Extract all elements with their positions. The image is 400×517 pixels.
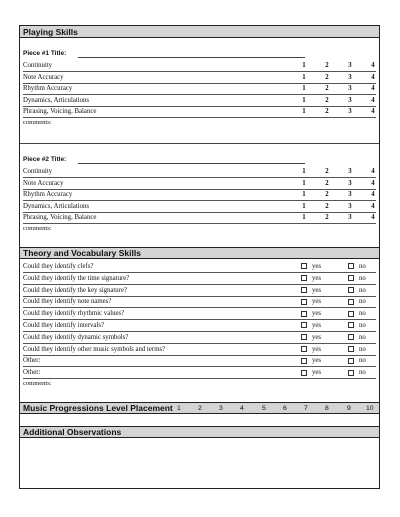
no-checkbox[interactable]	[348, 311, 354, 317]
rating-option[interactable]: 1	[302, 202, 306, 210]
yes-label: yes	[312, 345, 322, 353]
comments-label: comments:	[23, 118, 52, 126]
theory-question-row	[23, 333, 376, 344]
no-checkbox[interactable]	[348, 263, 354, 269]
no-checkbox[interactable]	[348, 322, 354, 328]
no-option[interactable]	[348, 346, 366, 353]
rating-option[interactable]: 3	[348, 96, 352, 104]
rating-option[interactable]: 2	[325, 108, 329, 115]
level-option[interactable]: 7	[304, 404, 308, 412]
no-checkbox[interactable]	[348, 358, 354, 364]
rating-option[interactable]: 3	[348, 73, 352, 81]
criterion-label: Rhythm Accuracy	[23, 85, 73, 92]
piece-title-label: Piece #2 Title:	[23, 156, 67, 163]
no-label: no	[359, 310, 366, 318]
criterion-row	[23, 167, 376, 178]
rating-option[interactable]: 4	[371, 62, 375, 69]
no-label: no	[359, 369, 366, 377]
rating-option[interactable]: 1	[302, 62, 306, 69]
question-label: Could they identify the time signature?	[23, 274, 130, 282]
no-checkbox[interactable]	[348, 346, 354, 352]
yes-label: yes	[312, 369, 322, 377]
rating-option[interactable]: 1	[302, 214, 306, 221]
criterion-label: Note Accuracy	[23, 73, 64, 81]
yes-option[interactable]	[301, 298, 321, 305]
criterion-label: Continuity	[23, 62, 53, 69]
level-option[interactable]: 10	[366, 404, 374, 412]
theory-question-row	[23, 297, 376, 308]
rating-option[interactable]: 3	[348, 168, 352, 175]
no-label: no	[359, 345, 366, 353]
no-checkbox[interactable]	[348, 370, 354, 376]
rating-option[interactable]: 3	[348, 214, 352, 221]
rating-option[interactable]: 1	[302, 85, 306, 92]
criterion-label: Dynamics, Articulations	[23, 96, 90, 104]
rating-option[interactable]: 4	[371, 179, 375, 187]
rating-option[interactable]: 2	[325, 96, 329, 104]
yes-label: yes	[312, 298, 322, 306]
rating-option[interactable]: 3	[348, 202, 352, 210]
no-option[interactable]	[348, 357, 366, 364]
rating-option[interactable]: 1	[302, 179, 306, 187]
no-label: no	[359, 298, 366, 306]
level-option[interactable]: 4	[240, 404, 244, 412]
criterion-row	[23, 202, 376, 213]
rating-option[interactable]: 4	[371, 214, 375, 221]
yes-checkbox[interactable]	[301, 358, 307, 364]
theory-question-row	[23, 262, 376, 273]
level-option[interactable]: 1	[177, 404, 181, 412]
level-placement-header	[20, 402, 379, 414]
theory-question-row	[23, 356, 376, 367]
criterion-row	[23, 61, 376, 72]
criterion-row	[23, 107, 376, 118]
rating-option[interactable]: 4	[371, 168, 375, 175]
no-label: no	[359, 274, 366, 282]
rating-option[interactable]: 1	[302, 96, 306, 104]
criterion-row	[23, 96, 376, 107]
rating-option[interactable]: 2	[325, 73, 329, 81]
yes-checkbox[interactable]	[301, 322, 307, 328]
rating-option[interactable]: 4	[371, 96, 375, 104]
rating-option[interactable]: 3	[348, 62, 352, 69]
rating-option[interactable]: 1	[302, 168, 306, 175]
level-option[interactable]: 3	[219, 404, 223, 412]
no-label: no	[359, 286, 366, 294]
no-option[interactable]	[348, 287, 366, 294]
no-option[interactable]	[348, 298, 366, 305]
yes-checkbox[interactable]	[301, 299, 307, 305]
rating-option[interactable]: 1	[302, 73, 306, 81]
level-option[interactable]: 6	[283, 404, 287, 412]
rating-option[interactable]: 3	[348, 179, 352, 187]
level-option[interactable]: 5	[262, 404, 266, 412]
rating-option[interactable]: 2	[325, 179, 329, 187]
no-checkbox[interactable]	[348, 299, 354, 305]
yes-option[interactable]	[301, 263, 321, 270]
additional-observations-header	[20, 426, 379, 438]
rating-option[interactable]: 3	[348, 108, 352, 115]
yes-option[interactable]	[301, 346, 321, 353]
criterion-row	[23, 73, 376, 84]
yes-checkbox[interactable]	[301, 370, 307, 376]
level-option[interactable]: 8	[325, 404, 329, 412]
no-option[interactable]	[348, 369, 366, 376]
no-checkbox[interactable]	[348, 275, 354, 281]
yes-label: yes	[312, 310, 322, 318]
rating-option[interactable]: 4	[371, 191, 375, 198]
criterion-row	[23, 84, 376, 95]
level-option[interactable]: 9	[347, 404, 351, 412]
criterion-label: Continuity	[23, 168, 53, 175]
no-label: no	[359, 333, 366, 341]
observations-area[interactable]	[20, 438, 379, 488]
piece-title-label: Piece #1 Title:	[23, 50, 67, 57]
yes-label: yes	[312, 263, 322, 270]
playing-skills-heading: Playing Skills	[23, 26, 78, 37]
criterion-label: Rhythm Accuracy	[23, 191, 73, 198]
criterion-label: Note Accuracy	[23, 179, 64, 187]
yes-option[interactable]	[301, 275, 321, 282]
yes-checkbox[interactable]	[301, 275, 307, 281]
no-option[interactable]	[348, 334, 366, 341]
playing-skills-header	[20, 26, 379, 38]
theory-skills-header	[20, 247, 379, 259]
comments-label: comments:	[23, 224, 52, 232]
piece-title-field[interactable]	[78, 57, 305, 58]
no-label: no	[359, 263, 366, 270]
level-placement-heading: Music Progressions Level Placement	[23, 403, 173, 413]
question-label: Could they identify the key signature?	[23, 286, 128, 294]
rating-option[interactable]: 2	[325, 168, 329, 175]
no-label: no	[359, 357, 366, 365]
yes-label: yes	[312, 286, 322, 294]
theory-question-row	[23, 368, 376, 379]
theory-question-row	[23, 321, 376, 332]
yes-option[interactable]	[301, 322, 321, 329]
rating-option[interactable]: 2	[325, 85, 329, 92]
rating-option[interactable]: 3	[348, 85, 352, 92]
yes-label: yes	[312, 274, 322, 282]
criterion-label: Dynamics, Articulations	[23, 202, 90, 210]
theory-question-row	[23, 286, 376, 297]
yes-option[interactable]	[301, 357, 321, 364]
no-checkbox[interactable]	[348, 287, 354, 293]
yes-checkbox[interactable]	[301, 334, 307, 340]
rating-option[interactable]: 1	[302, 108, 306, 115]
question-label: Could they identify note names?	[23, 298, 112, 306]
question-label: Other:	[23, 369, 41, 377]
level-option[interactable]: 2	[198, 404, 202, 412]
additional-observations-heading: Additional Observations	[23, 427, 122, 437]
comments-field[interactable]	[20, 143, 379, 144]
yes-option[interactable]	[301, 369, 321, 376]
rating-option[interactable]: 4	[371, 202, 375, 210]
theory-question-row	[23, 309, 376, 320]
question-label: Could they identify dynamic symbols?	[23, 333, 129, 341]
no-option[interactable]	[348, 322, 366, 329]
criterion-label: Phrasing, Voicing, Balance	[23, 108, 97, 115]
theory-comments-label: comments:	[23, 380, 52, 387]
rating-option[interactable]: 3	[348, 191, 352, 198]
assessment-form	[19, 25, 380, 489]
yes-option[interactable]	[301, 334, 321, 341]
no-label: no	[359, 322, 366, 329]
theory-question-row	[23, 274, 376, 285]
no-option[interactable]	[348, 275, 366, 282]
question-label: Other:	[23, 357, 41, 365]
yes-checkbox[interactable]	[301, 311, 307, 317]
yes-checkbox[interactable]	[301, 263, 307, 269]
yes-label: yes	[312, 322, 322, 329]
criterion-row	[23, 179, 376, 190]
piece-title-field[interactable]	[78, 163, 305, 164]
rating-option[interactable]: 1	[302, 191, 306, 198]
criterion-label: Phrasing, Voicing, Balance	[23, 214, 97, 221]
rating-option[interactable]: 2	[325, 202, 329, 210]
yes-option[interactable]	[301, 310, 321, 317]
theory-skills-heading: Theory and Vocabulary Skills	[23, 248, 141, 258]
criterion-row	[23, 190, 376, 201]
yes-label: yes	[312, 333, 322, 341]
no-option[interactable]	[348, 263, 366, 270]
yes-option[interactable]	[301, 287, 321, 294]
yes-checkbox[interactable]	[301, 346, 307, 352]
rating-option[interactable]: 4	[371, 85, 375, 92]
question-label: Could they identify other music symbols and terms?	[23, 345, 166, 353]
yes-checkbox[interactable]	[301, 287, 307, 293]
rating-option[interactable]: 2	[325, 191, 329, 198]
question-label: Could they identify rhythmic values?	[23, 310, 125, 318]
no-checkbox[interactable]	[348, 334, 354, 340]
rating-option[interactable]: 4	[371, 108, 375, 115]
rating-option[interactable]: 2	[325, 214, 329, 221]
criterion-row	[23, 213, 376, 224]
theory-question-row	[23, 345, 376, 356]
no-option[interactable]	[348, 310, 366, 317]
rating-option[interactable]: 4	[371, 73, 375, 81]
question-label: Could they identify clefs?	[23, 263, 94, 270]
question-label: Could they identify intervals?	[23, 322, 104, 329]
yes-label: yes	[312, 357, 322, 365]
rating-option[interactable]: 2	[325, 62, 329, 69]
